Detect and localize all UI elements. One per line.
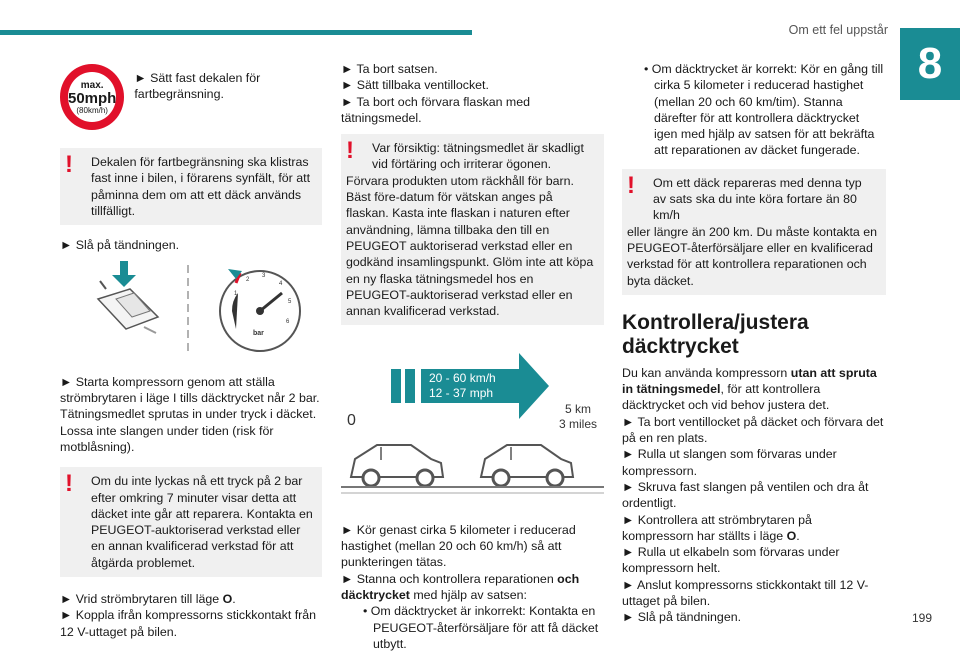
warning-box [622, 169, 886, 295]
section-heading: Kontrollera/justera däcktrycket [622, 310, 809, 358]
step-text: ► Sätt fast dekalen för fartbegränsning. [134, 71, 261, 102]
gauge-tick: 2 [246, 277, 250, 284]
step-text: ► Ta bort satsen. [341, 62, 438, 76]
driving-distance-illustration [341, 347, 604, 507]
step-text: ► Sätt tillbaka ventillocket. [341, 78, 489, 93]
warning-text: Dekalen för fartbegränsning ska klistras fast inne i bilen, i förarens synfält, för att påminna dem om att ett däck används tillfälligt. [91, 155, 311, 218]
warning-text: Om ett däck repareras med denna typ av sats ska du inte köra fortare än 80 km/h [653, 175, 862, 223]
warning-icon: ! [65, 470, 73, 498]
step-text [622, 512, 886, 545]
section-title: Om ett fel uppstår [788, 23, 888, 37]
text-bold: utan att spruta in tätningsmedel [622, 365, 877, 397]
warning-text: Var försiktig: tätningsmedlet är skadligt vid förtäring och irriterar ögonen. [372, 141, 584, 172]
text-part: , för att kontrollera däcktrycket och vid behov justera det. [622, 382, 830, 413]
warning-text: Om du inte lyckas nå ett tryck på 2 bar efter omkring 7 minuter visar detta att däcket inte går att reparera. Kontakta en PEUGEOT-auktoriserad verkstad eller en annan kvalificerad verkstad för att åtgärda problemet. [91, 474, 313, 570]
step-text: ► Slå på tändningen. [622, 610, 742, 625]
text-part: . [796, 528, 800, 543]
text-part: med hjälp av satsen: [409, 587, 527, 602]
page-number: 199 [911, 610, 932, 625]
step-text [60, 591, 322, 607]
speed-kmh: 20 - 60 km/h [429, 371, 496, 386]
step-text: ► Anslut kompressorns stickkontakt till 12 V-uttaget på bilen. [622, 577, 869, 609]
gauge-tick: 1 [234, 291, 238, 298]
step-text: ► Koppla ifrån kompressorns stickkontakt från 12 V-uttaget på bilen. [60, 608, 317, 639]
column-3 [622, 61, 886, 626]
column-1 [60, 64, 322, 640]
sign-line-2: 50mph [68, 89, 117, 107]
step-text: ► Starta kompressorn genom att ställa strömbrytaren i läge I tills däcktrycket når 2 bar. Tätningsmedlet sprutas in under tryck i däcket. Lossa inte slangen under tiden (risk för motblåsning). [60, 374, 320, 454]
step-text: ► Ta bort och förvara flaskan med tätningsmedel. [341, 94, 531, 125]
step-text [341, 571, 604, 604]
warning-box [60, 148, 322, 225]
chapter-number: 8 [900, 28, 960, 100]
key-icon [98, 261, 158, 333]
bullet-item: • Om däcktrycket är korrekt: Kör en gång till cirka 5 kilometer i reducerad hastighet (mellan 20 och 60 km/tim). Stanna därefter för att kontrollera däcktrycket igen med hjälp av satsen för att bekräfta att reparationen av däcket fungerade. [644, 62, 884, 158]
text-part: ► Vrid strömbrytaren till läge [60, 592, 223, 607]
distance-miles: 3 miles [559, 417, 598, 432]
warning-icon: ! [627, 171, 635, 199]
sticker-step [60, 64, 322, 130]
text-bold: O [786, 528, 797, 543]
step-text: ► Ta bort ventillocket på däcket och förvara det på en ren plats. [622, 414, 884, 446]
gauge-tick: 6 [286, 319, 290, 326]
gauge-tick: 3 [262, 273, 266, 280]
warning-box [60, 467, 322, 577]
start-zero: 0 [347, 412, 356, 430]
step-text: ► Skruva fast slangen på ventilen och dra åt ordentligt. [622, 479, 869, 511]
distance-km: 5 km [565, 402, 592, 417]
text-bold: O [222, 592, 233, 607]
column-2 [341, 61, 604, 652]
gauge-unit: bar [253, 330, 264, 338]
warning-icon: ! [346, 137, 354, 165]
text-bold: och däcktrycket [341, 571, 580, 602]
intro-text [622, 365, 886, 414]
text-part: Du kan använda kompressorn [622, 365, 791, 380]
step-text: ► Rulla ut elkabeln som förvaras under kompressorn helt. [622, 545, 840, 576]
text-part: ► Stanna och kontrollera reparationen [341, 571, 558, 586]
warning-icon: ! [65, 151, 73, 178]
text-part: ► Kontrollera att strömbrytaren på kompressorn har ställts i läge [622, 512, 812, 543]
pressure-gauge-icon [220, 269, 300, 351]
sign-line-3: (80km/h) [76, 105, 108, 115]
step-text: ► Kör genast cirka 5 kilometer i reducerad hastighet (mellan 20 och 60 km/h) så att punkteringen tätas. [341, 522, 576, 570]
warning-text: Förvara produkten utom räckhåll för barn. Bäst före-datum för vätskan anges på flaskan. Kasta inte flaskan i naturen efter användning, lämna tillbaka den till en PEUGEOT auktoriserad verkstad eller en godkänd insamlingspunkt. Glöm inte att köpa en ny flaska tätningsmedel hos en PEUGEOT-auktoriserad verkstad eller en annan kvalificerad verkstad. [346, 173, 594, 319]
gauge-tick: 5 [288, 299, 292, 306]
warning-text: eller längre än 200 km. Du måste kontakta en PEUGEOT-återförsäljare eller en kvalificerad verkstad för att kontrollera reparationen och byta däcket. [627, 224, 878, 288]
sign-line-1: max. [80, 79, 104, 91]
bullet-item: • Om däcktrycket är inkorrekt: Kontakta en PEUGEOT-återförsäljare för att få däcket utbytt. [363, 604, 599, 651]
speed-limit-sign-icon [60, 64, 124, 130]
speed-mph: 12 - 37 mph [429, 386, 494, 401]
ignition-gauge-illustration [60, 259, 322, 359]
text-part: . [232, 592, 236, 607]
step-text: ► Slå på tändningen. [60, 238, 180, 253]
warning-box [341, 134, 604, 325]
gauge-tick: 4 [279, 281, 283, 288]
step-text: ► Rulla ut slangen som förvaras under kompressorn. [622, 447, 837, 478]
header-rule [0, 30, 472, 35]
